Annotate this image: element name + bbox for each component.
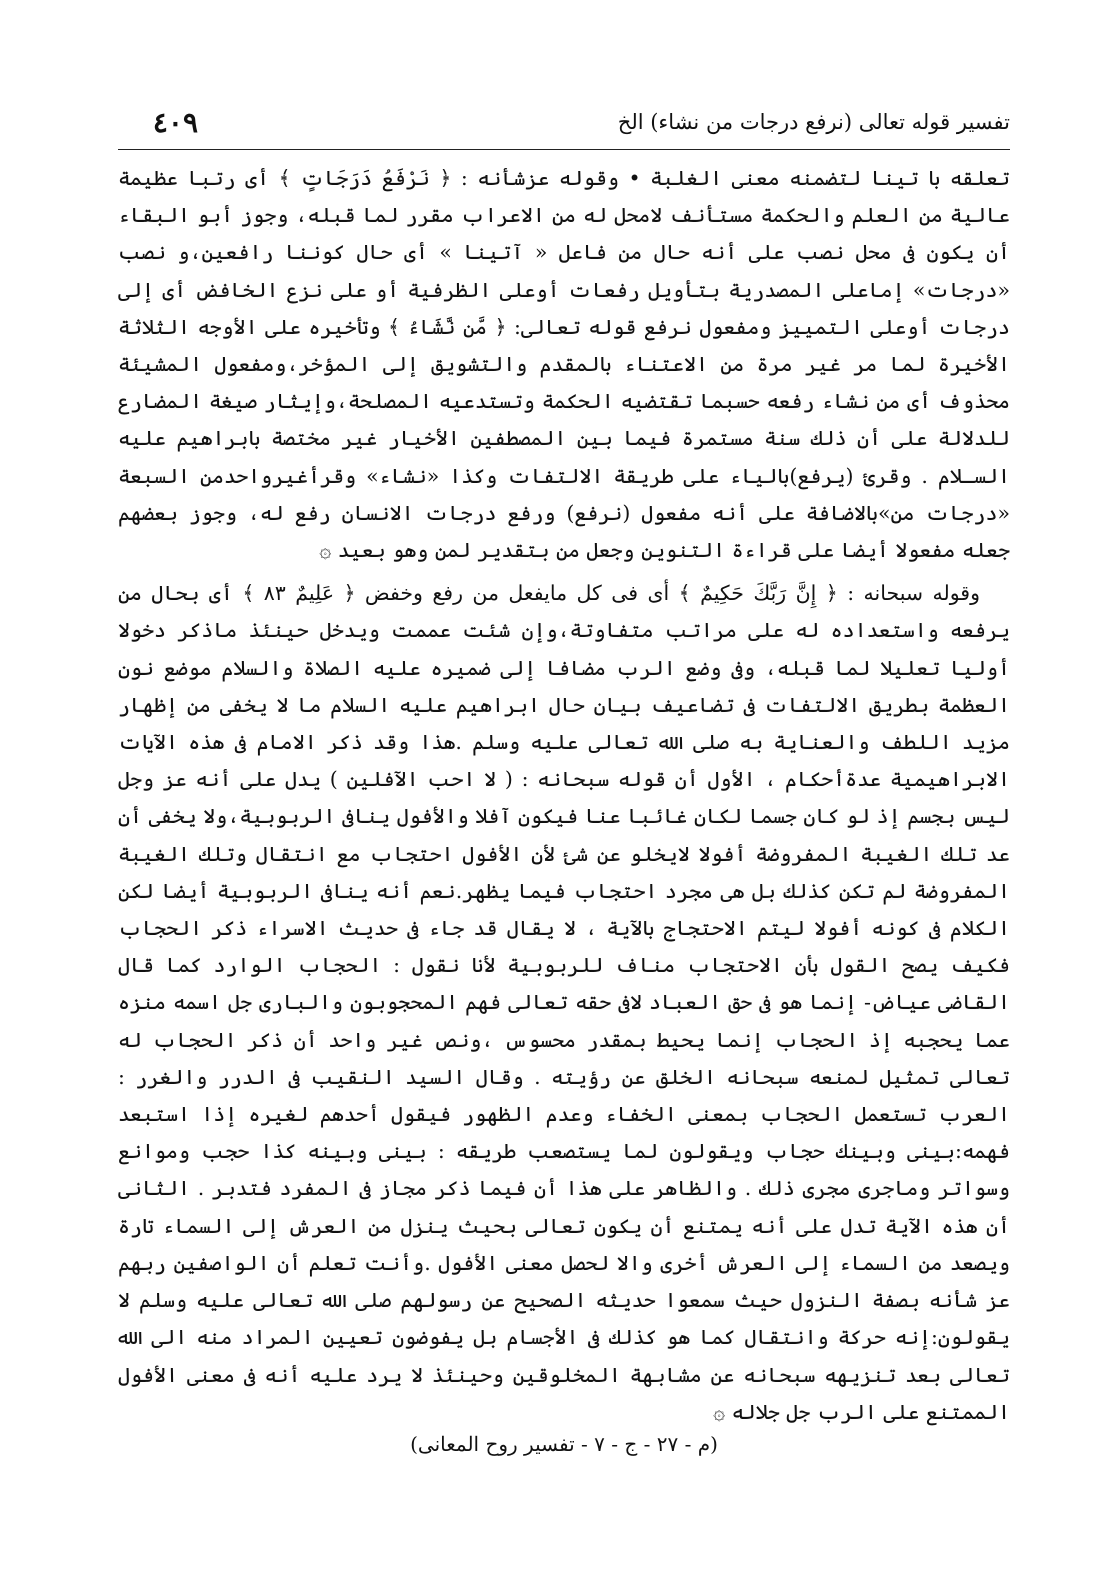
page-number: ٤٠٩: [152, 106, 198, 139]
body-text: [118, 160, 1010, 1431]
paragraph: وقوله سبحانه : ﴿ إِنَّ رَبَّكَ حَكِيمٌ ﴾ أى فى كل مايفعل من رفع وخفض ﴿ عَلِيمٌ ٨٣ ﴾ أى بحال من يرفعه واستعداده له على مراتب متفاوتة،وإن شئت عممت ويدخل حينئذ ماذكر دخولا أوليا تعليلا لما قبله، وفى وضع الرب مضافا إلى ضميره عليه الصلاة والسلام موضع نون العظمة بطريق الالتفات فى تضاعيف بيان حال ابراهيم عليه السلام ما لا يخفى من إظهار مزيد اللطف والعناية به صلى الله تعالى عليه وسلم .هذا وقد ذكر الامام فى هذه الآيات الابراهيمية عدةأحكام ، الأول أن قوله سبحانه : ( لا احب الآفلين ) يدل على أنه عز وجل ليس بجسم إذ لو كان جسما لكان غائبا عنا فيكون آفلا والأفول ينافى الربوبية،ولا يخفى أن عد تلك الغيبة المفروضة أفولا لايخلو عن شئ لأن الأفول احتجاب مع انتقال وتلك الغيبة المفروضة لم تكن كذلك بل هى مجرد احتجاب فيما يظهر.نعم أنه ينافى الربوبية أيضا لكن الكلام فى كونه أفولا ليتم الاحتجاج بالآية ، لا يقال قد جاء فى حديث الاسراء ذكر الحجاب فكيف يصح القول بأن الاحتجاب مناف للربوبية لأنا نقول : الحجاب الوارد كما قال القاضى عياض- إنما هو فى حق العباد لافى حقه تعالى فهم المحجوبون والبارى جل اسمه منزه عما يحجبه إذ الحجاب إنما يحيط بمقدر محسوس ،ونص غير واحد أن ذكر الحجاب له تعالى تمثيل لمنعه سبحانه الخلق عن رؤيته . وقال السيد النقيب فى الدرر والغرر : العرب تستعمل الحجاب بمعنى الخفاء وعدم الظهور فيقول أحدهم لغيره إذا استبعد فهمه:بينى وبينك حجاب ويقولون لما يستصعب طريقه : بينى وبينه كذا حجب وموانع وسواتر وماجرى مجرى ذلك . والظاهر على هذا أن فيما ذكر مجاز فى المفرد فتدبر . الثانى أن هذه الآية تدل على أنه يمتنع أن يكون تعالى بحيث ينزل من العرش إلى السماء تارة ويصعد من السماء إلى العرش أخرى والا لحصل معنى الأفول .وأنت تعلم أن الواصفين ربهم عز شأنه بصفة النزول حيث سمعوا حديثه الصحيح عن رسولهم صلى الله تعالى عليه وسلم لا يقولون:إنه حركة وانتقال كما هو كذلك فى الأجسام بل يفوضون تعيين المراد منه الى الله تعالى بعد تنزيهه سبحانه عن مشابهة المخلوقين وحينئذ لا يرد عليه أنه فى معنى الأفول الممتنع على الرب جل جلاله ۞: [118, 581, 1010, 1424]
header-rule: [118, 149, 1010, 150]
running-title: تفسير قوله تعالى (نرفع درجات من نشاء) الخ: [617, 110, 1010, 134]
page-header: [115, 102, 1010, 146]
paragraph: تعلقه با تينا لتضمنه معنى الغلبة • وقوله عزشأنه : ﴿ نَرْفَعُ دَرَجَاتٍ ﴾ أى رتبا عظيمة عالية من العلم والحكمة مستأنف لامحل له من الاعراب مقرر لما قبله، وجوز أبو البقاء أن يكون فى محل نصب على أنه حال من فاعل « آتينا » أى حال كوننا رافعين،و نصب «درجات» إماعلى المصدرية بتأويل رفعات أوعلى الظرفية أو على نزع الخافض أى إلى درجات أوعلى التمييز ومفعول نرفع قوله تعالى: ﴿ مَّن نَّشَاءُ ﴾ وتأخيره على الأوجه الثلاثة الأخيرة لما مر غير مرة من الاعتناء بالمقدم والتشويق إلى المؤخر،ومفعول المشيئة محذوف أى من نشاء رفعه حسبما تقتضيه الحكمة وتستدعيه المصلحة،وإيثار صيغة المضارع للدلالة على أن ذلك سنة مستمرة فيما بين المصطفين الأخيار غير مختصة بابراهيم عليه السـلام . وقرئ (يرفع)بالياء على طريقة الالتفات وكذا «نشاء» وقرأغيرواحدمن السبعة «درجات من»بالاضافة على أنه مفعول (نرفع) ورفع درجات الانسان رفع له، وجوز بعضهم جعله مفعولا أيضا على قراءة التنوين وجعل من بتقدير لمن وهو بعيد ۞: [118, 166, 1010, 563]
footer-signature: (م - ٢٧ - ج - ٧ - تفسير روح المعانى): [410, 1432, 718, 1456]
